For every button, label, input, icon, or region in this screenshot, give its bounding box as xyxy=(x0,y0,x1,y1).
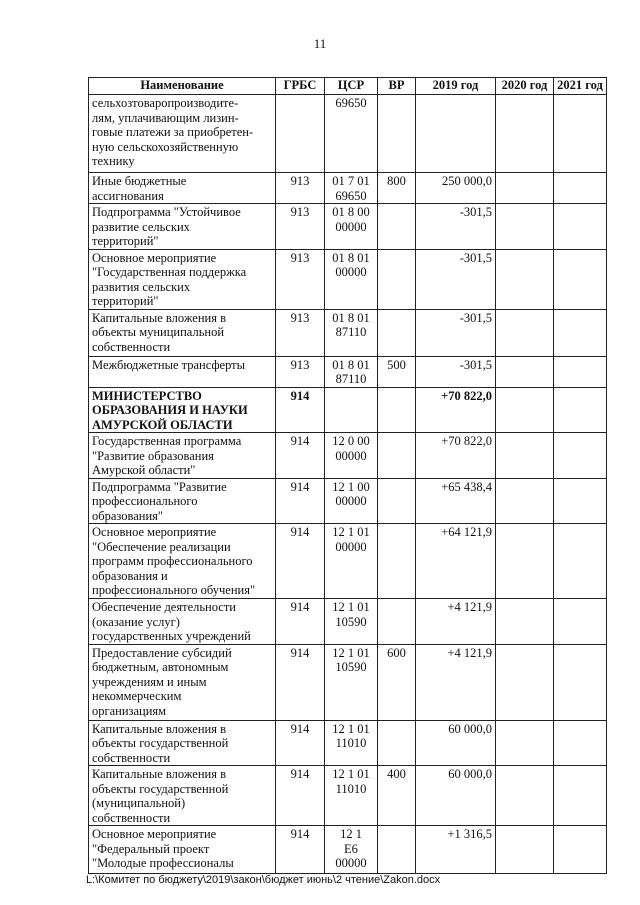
cell-2020 xyxy=(496,309,554,356)
cell-2020 xyxy=(496,826,554,874)
cell-2020 xyxy=(496,478,554,524)
cell-name: Основное мероприятие "Государственная поддержка развития сельских территорий" xyxy=(89,249,276,309)
cell-vr xyxy=(378,524,416,599)
cell-csr: 12 1 E6 00000 xyxy=(325,826,378,874)
table-row xyxy=(89,95,607,173)
cell-csr: 12 1 00 00000 xyxy=(325,478,378,524)
table-header-row xyxy=(89,78,607,95)
cell-vr xyxy=(378,720,416,766)
header-2020: 2020 год xyxy=(496,78,554,95)
cell-2021 xyxy=(554,826,607,874)
cell-name: Основное мероприятие "Обеспечение реализации программ профессионального образования и профессионального обучения" xyxy=(89,524,276,599)
cell-csr: 12 1 01 11010 xyxy=(325,766,378,826)
cell-grbs xyxy=(276,95,325,173)
cell-csr: 12 1 01 10590 xyxy=(325,644,378,720)
cell-2020 xyxy=(496,95,554,173)
file-path-footer: L:\Комитет по бюджету\2019\закон\бюджет июнь\2 чтение\Zakon.docx xyxy=(86,874,441,886)
cell-2020 xyxy=(496,644,554,720)
cell-name: Межбюджетные трансферты xyxy=(89,356,276,387)
cell-2021 xyxy=(554,720,607,766)
cell-name: Государственная программа "Развитие образования Амурской области" xyxy=(89,433,276,479)
table-row xyxy=(89,204,607,250)
cell-vr: 600 xyxy=(378,644,416,720)
cell-2019: 60 000,0 xyxy=(416,766,496,826)
cell-2020 xyxy=(496,524,554,599)
cell-2019: +65 438,4 xyxy=(416,478,496,524)
cell-csr: 12 1 01 10590 xyxy=(325,599,378,645)
cell-csr: 69650 xyxy=(325,95,378,173)
cell-2021 xyxy=(554,644,607,720)
header-vr: ВР xyxy=(378,78,416,95)
cell-grbs: 913 xyxy=(276,173,325,204)
cell-2019: +4 121,9 xyxy=(416,599,496,645)
cell-csr: 01 8 00 00000 xyxy=(325,204,378,250)
cell-grbs: 913 xyxy=(276,204,325,250)
cell-2020 xyxy=(496,599,554,645)
cell-2021 xyxy=(554,204,607,250)
cell-2020 xyxy=(496,356,554,387)
cell-csr: 01 8 01 87110 xyxy=(325,356,378,387)
cell-2019: 60 000,0 xyxy=(416,720,496,766)
table-row xyxy=(89,644,607,720)
cell-2019: -301,5 xyxy=(416,249,496,309)
table-row xyxy=(89,387,607,433)
cell-vr xyxy=(378,478,416,524)
cell-2021 xyxy=(554,309,607,356)
cell-2019: +1 316,5 xyxy=(416,826,496,874)
cell-csr: 01 7 01 69650 xyxy=(325,173,378,204)
cell-2020 xyxy=(496,433,554,479)
cell-csr: 01 8 01 00000 xyxy=(325,249,378,309)
header-2019: 2019 год xyxy=(416,78,496,95)
cell-grbs: 914 xyxy=(276,433,325,479)
cell-2021 xyxy=(554,95,607,173)
cell-grbs: 914 xyxy=(276,599,325,645)
cell-vr xyxy=(378,387,416,433)
cell-name: Капитальные вложения в объекты муниципальной собственности xyxy=(89,309,276,356)
cell-vr: 400 xyxy=(378,766,416,826)
cell-2020 xyxy=(496,766,554,826)
table-row xyxy=(89,173,607,204)
table-row xyxy=(89,309,607,356)
cell-vr xyxy=(378,826,416,874)
cell-2020 xyxy=(496,173,554,204)
cell-name: Подпрограмма "Развитие профессионального образования" xyxy=(89,478,276,524)
cell-grbs: 913 xyxy=(276,249,325,309)
table-row xyxy=(89,720,607,766)
table-row xyxy=(89,356,607,387)
cell-vr xyxy=(378,599,416,645)
header-csr: ЦСР xyxy=(325,78,378,95)
cell-2021 xyxy=(554,356,607,387)
cell-2021 xyxy=(554,766,607,826)
header-grbs: ГРБС xyxy=(276,78,325,95)
cell-name: Капитальные вложения в объекты государственной собственности xyxy=(89,720,276,766)
cell-2021 xyxy=(554,524,607,599)
table-row xyxy=(89,524,607,599)
budget-table xyxy=(88,77,607,874)
cell-2019: +4 121,9 xyxy=(416,644,496,720)
cell-2021 xyxy=(554,249,607,309)
cell-name: МИНИСТЕРСТВО ОБРАЗОВАНИЯ И НАУКИ АМУРСКОЙ ОБЛАСТИ xyxy=(89,387,276,433)
cell-grbs: 914 xyxy=(276,387,325,433)
table-row xyxy=(89,826,607,874)
cell-vr xyxy=(378,95,416,173)
cell-2019: -301,5 xyxy=(416,204,496,250)
cell-vr xyxy=(378,204,416,250)
cell-2021 xyxy=(554,478,607,524)
cell-vr xyxy=(378,433,416,479)
cell-2021 xyxy=(554,599,607,645)
cell-name: Иные бюджетные ассигнования xyxy=(89,173,276,204)
cell-csr: 12 1 01 00000 xyxy=(325,524,378,599)
cell-grbs: 914 xyxy=(276,644,325,720)
cell-vr: 800 xyxy=(378,173,416,204)
table-row xyxy=(89,599,607,645)
cell-grbs: 914 xyxy=(276,524,325,599)
page-number: 11 xyxy=(313,36,327,51)
cell-name: Подпрограмма "Устойчивое развитие сельских территорий" xyxy=(89,204,276,250)
cell-name: Основное мероприятие "Федеральный проект "Молодые профессионалы xyxy=(89,826,276,874)
cell-csr xyxy=(325,387,378,433)
cell-grbs: 913 xyxy=(276,309,325,356)
table-body xyxy=(89,95,607,874)
header-name: Наименование xyxy=(89,78,276,95)
cell-csr: 12 0 00 00000 xyxy=(325,433,378,479)
cell-name: сельхозтоваропроизводите- лям, уплачивающим лизин- говые платежи за приобретен- ную сельскохозяйственную технику xyxy=(89,95,276,173)
cell-grbs: 913 xyxy=(276,356,325,387)
cell-2019 xyxy=(416,95,496,173)
cell-2019: 250 000,0 xyxy=(416,173,496,204)
cell-2019: -301,5 xyxy=(416,309,496,356)
cell-2021 xyxy=(554,433,607,479)
cell-vr xyxy=(378,249,416,309)
cell-csr: 01 8 01 87110 xyxy=(325,309,378,356)
table-row xyxy=(89,766,607,826)
cell-2020 xyxy=(496,249,554,309)
cell-grbs: 914 xyxy=(276,720,325,766)
cell-name: Предоставление субсидий бюджетным, автономным учреждениям и иным некоммерческим организациям xyxy=(89,644,276,720)
cell-2019: +70 822,0 xyxy=(416,387,496,433)
cell-2020 xyxy=(496,204,554,250)
cell-2021 xyxy=(554,387,607,433)
cell-2019: +70 822,0 xyxy=(416,433,496,479)
cell-2019: -301,5 xyxy=(416,356,496,387)
table-row xyxy=(89,478,607,524)
cell-name: Капитальные вложения в объекты государственной (муниципальной) собственности xyxy=(89,766,276,826)
cell-csr: 12 1 01 11010 xyxy=(325,720,378,766)
cell-grbs: 914 xyxy=(276,826,325,874)
cell-2019: +64 121,9 xyxy=(416,524,496,599)
table-row xyxy=(89,249,607,309)
cell-2020 xyxy=(496,720,554,766)
cell-2020 xyxy=(496,387,554,433)
cell-vr: 500 xyxy=(378,356,416,387)
table-row xyxy=(89,433,607,479)
cell-name: Обеспечение деятельности (оказание услуг) государственных учреждений xyxy=(89,599,276,645)
cell-grbs: 914 xyxy=(276,766,325,826)
cell-vr xyxy=(378,309,416,356)
header-2021: 2021 год xyxy=(554,78,607,95)
cell-grbs: 914 xyxy=(276,478,325,524)
cell-2021 xyxy=(554,173,607,204)
